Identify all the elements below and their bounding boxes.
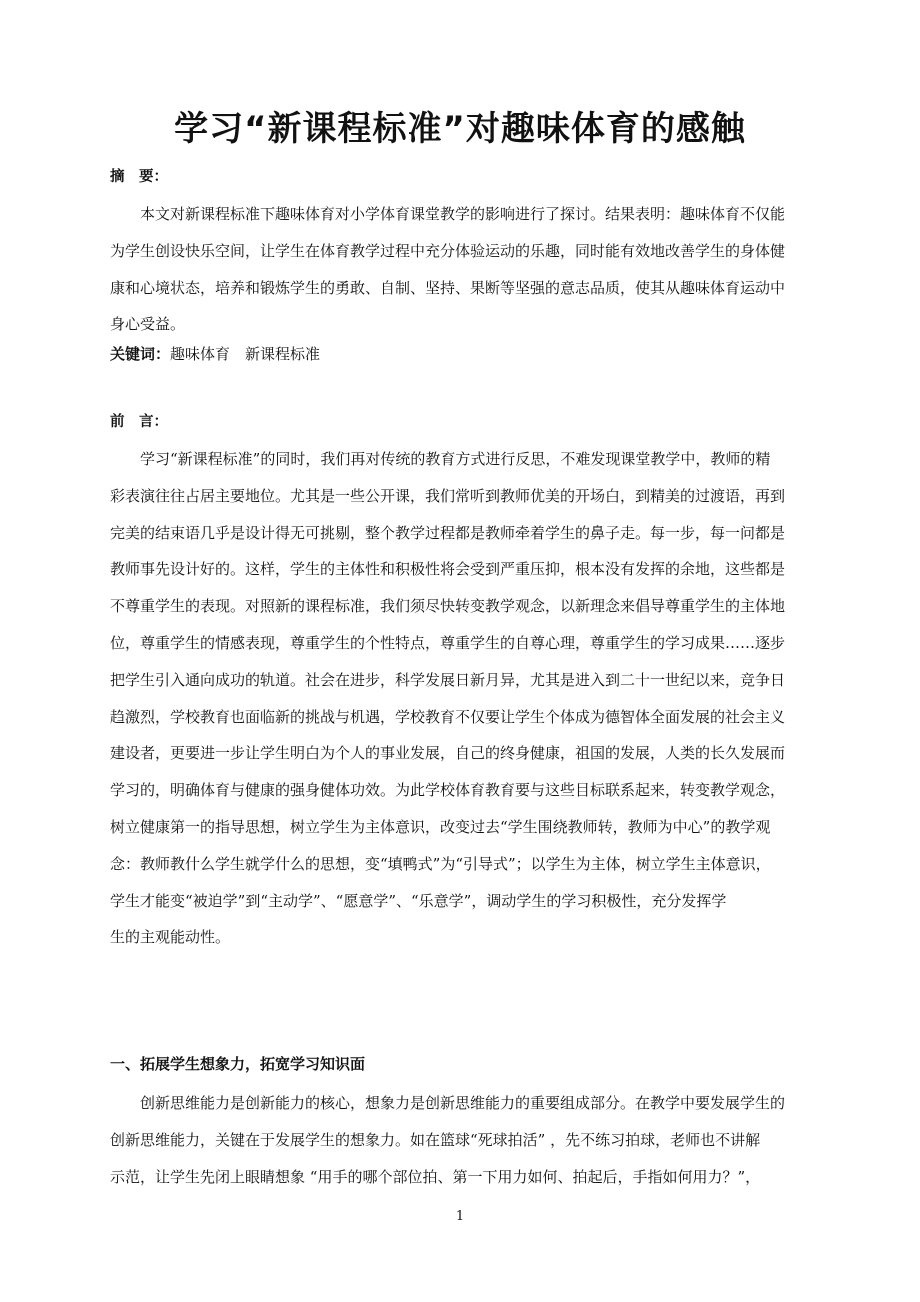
preface-line: 彩表演往往占居主要地位。尤其是一些公开课，我们常听到教师优美的开场白，到精美的过渡语，再到	[110, 486, 786, 505]
preface-line: 趋激烈，学校教育也面临新的挑战与机遇，学校教育不仅要让学生个体成为德智体全面发展的社会主义	[110, 707, 786, 726]
preface-line: 建设者，更要进一步让学生明白为个人的事业发展，自己的终身健康，祖国的发展，人类的长久发展而	[110, 744, 786, 763]
keywords-label: 关键词：	[110, 345, 171, 363]
abstract-label: 摘 要：	[110, 169, 168, 185]
preface-line: 学习的，明确体育与健康的强身健体功效。为此学校体育教育要与这些目标联系起来，转变教学观念，	[110, 781, 786, 800]
preface-line: 教师事先设计好的。这样，学生的主体性和积极性将会受到严重压抑，根本没有发挥的余地，这些都是	[110, 560, 786, 579]
preface-line: 位，尊重学生的情感表现，尊重学生的个性特点，尊重学生的自尊心理，尊重学生的学习成果……逐步	[110, 633, 786, 652]
section-line: 创新思维能力是创新能力的核心，想象力是创新思维能力的重要组成部分。在教学中要发展学生的	[110, 1094, 786, 1112]
preface-line: 不尊重学生的表现。对照新的课程标准，我们须尽快转变教学观念，以新理念来倡导尊重学生的主体地	[110, 597, 786, 616]
page-title: 学习“新课程标准”对趣味体育的感触	[174, 109, 746, 149]
preface-paragraph	[110, 441, 832, 956]
abstract-line: 康和心境状态，培养和锻炼学生的勇敢、自制、坚持、果断等坚强的意志品质，使其从趣味体育运动中	[110, 278, 786, 297]
preface-line: 学习“新课程标准”的同时，我们再对传统的教育方式进行反思，不难发现课堂教学中，教师的精	[110, 450, 771, 468]
section-paragraph	[110, 1085, 832, 1195]
abstract-line: 身心受益。	[110, 315, 186, 334]
preface-line: 生的主观能动性。	[110, 928, 231, 947]
keywords-row	[110, 343, 320, 365]
preface-line: 把学生引入通向成功的轨道。社会在进步，科学发展日新月异，尤其是进入到二十一世纪以来，竞争日	[110, 670, 786, 689]
preface-label: 前 言：	[110, 414, 168, 430]
abstract-line: 本文对新课程标准下趣味体育对小学体育课堂教学的影响进行了探讨。结果表明：趣味体育不仅能	[110, 205, 786, 223]
abstract-line: 为学生创设快乐空间，让学生在体育教学过程中充分体验运动的乐趣，同时能有效地改善学生的身体健	[110, 241, 786, 260]
section-line: 示范，让学生先闭上眼睛想象 “用手的哪个部位拍、第一下用力如何、拍起后，手指如何用力？”，	[110, 1167, 761, 1186]
preface-line: 念：教师教什么学生就学什么的思想，变“填鸭式”为“引导式”；以学生为主体，树立学生主体意识，	[110, 854, 771, 873]
abstract-paragraph	[110, 196, 832, 343]
preface-line: 完美的结束语几乎是设计得无可挑剔，整个教学过程都是教师牵着学生的鼻子走。每一步，每一问都是	[110, 523, 786, 542]
keywords-text: 趣味体育 新课程标准	[170, 345, 321, 363]
page-number: 1	[455, 1209, 465, 1224]
preface-line: 学生才能变“被迫学”到“主动学”、“愿意学”、“乐意学”，调动学生的学习积极性，充分发挥学	[110, 891, 727, 910]
preface-line: 树立健康第一的指导思想，树立学生为主体意识，改变过去“学生围绕教师转，教师为中心”的教学观	[110, 817, 771, 836]
section-heading: 一、拓展学生想象力，拓宽学习知识面	[110, 1055, 366, 1073]
section-line: 创新思维能力，关键在于发展学生的想象力。如在篮球“死球拍活” ，先不练习拍球，老师也不讲解	[110, 1130, 761, 1149]
